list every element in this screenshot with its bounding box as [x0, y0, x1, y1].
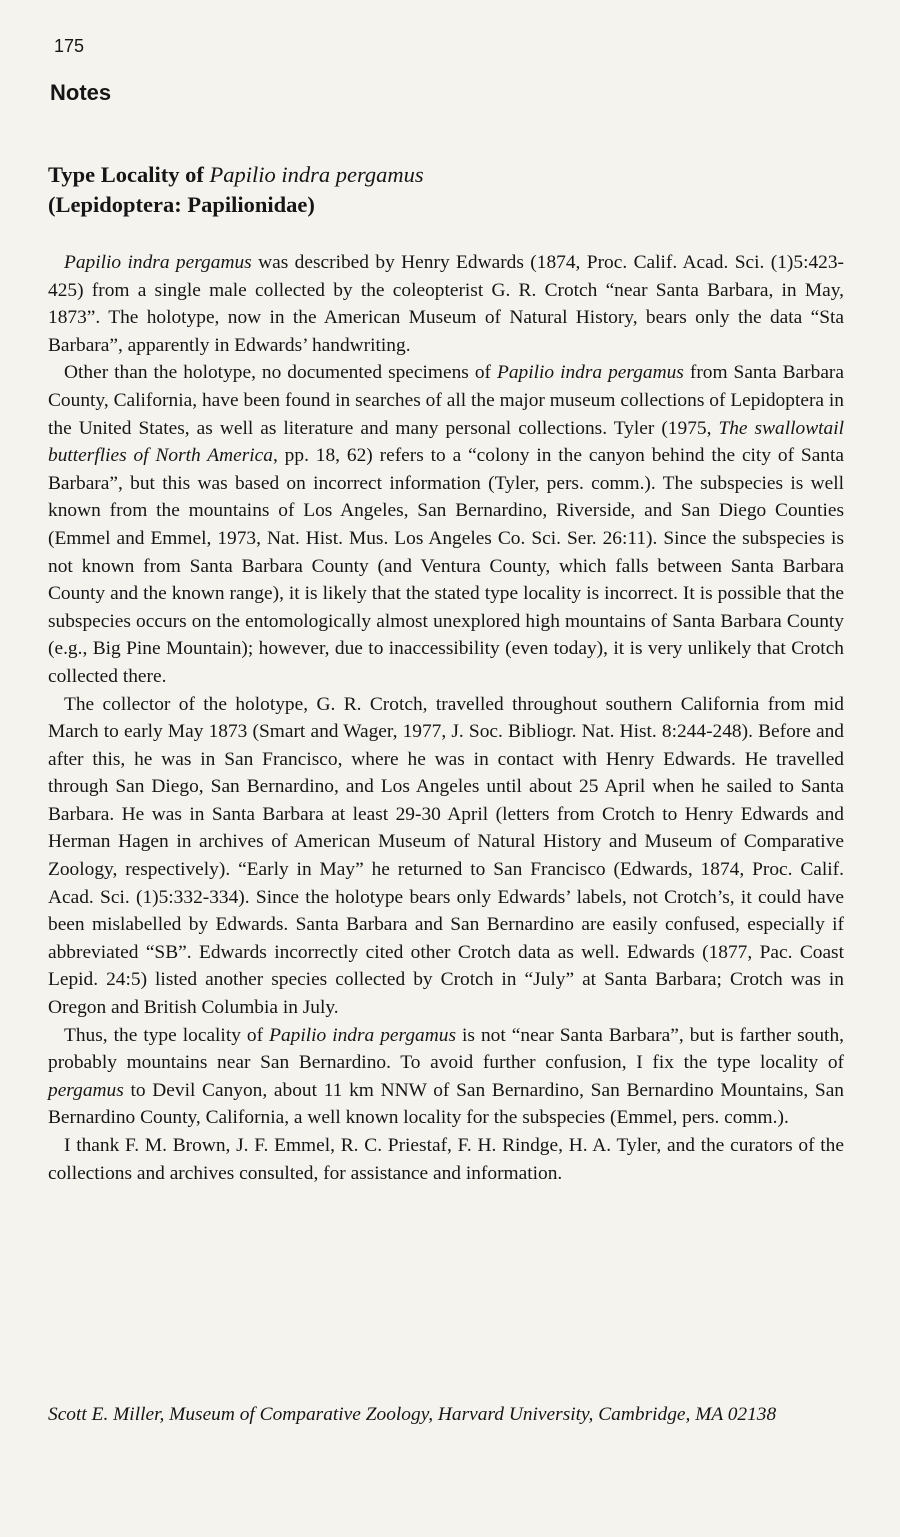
paragraph-text: was described by Henry Edwards (1874, Proc. Calif. Acad. Sci. (1)5:423-425) from a single male collected by the coleopterist G. R. Crotch “near Santa Barbara, in May, 1873”. The holotype, now in the American Museum of Natural History, bears only the data “Sta Barbara”, apparently in Edwards’ handwriting.: [48, 252, 844, 356]
species-name: Papilio indra pergamus: [269, 1024, 457, 1046]
title-prefix: Type Locality of: [48, 162, 210, 187]
paragraph-3: [48, 691, 844, 1022]
author-signature: Scott E. Miller, Museum of Comparative Zoology, Harvard University, Cambridge, MA 02138: [48, 1404, 777, 1425]
paragraph-text: is not “near Santa Barbara”, but is farther south, probably mountains near San Bernardino. To avoid further confusion, I fix the type locality of: [48, 1024, 844, 1074]
paragraph-text: from Santa Barbara County, California, have been found in searches of all the major museum collections of Lepidoptera in the United States, as well as literature and many personal collections. Tyler (1975,: [48, 362, 844, 439]
paragraph-1: [48, 249, 844, 359]
paragraph-text: , pp. 18, 62) refers to a “colony in the canyon behind the city of Santa Barbara”, but this was based on incorrect information (Tyler, pers. comm.). The subspecies is well known from the mountains of Los Angeles, San Bernardino, Riverside, and San Diego Counties (Emmel and Emmel, 1973, Nat. Hist. Mus. Los Angeles Co. Sci. Ser. 26:11). Since the subspecies is not known from Santa Barbara County (and Ventura County, which falls between Santa Barbara County and the known range), it is likely that the stated type locality is incorrect. It is possible that the subspecies occurs on the entomologically almost unexplored high mountains of Santa Barbara County (e.g., Big Pine Mountain); however, due to inaccessibility (even today), it is very unlikely that Crotch collected there.: [48, 445, 844, 687]
book-title: The swallowtail butterflies of North America: [48, 417, 844, 467]
article-body: [48, 249, 844, 1187]
species-name: Papilio indra pergamus: [64, 252, 252, 273]
title-line-1: [48, 160, 848, 190]
article-title: [48, 160, 848, 220]
title-line-2: (Lepidoptera: Papilionidae): [48, 192, 315, 217]
paragraph-4: [48, 1022, 844, 1132]
paragraph-text: to Devil Canyon, about 11 km NNW of San Bernardino, San Bernardino Mountains, San Bernardino County, California, a well known locality for the subspecies (Emmel, pers. comm.).: [48, 1079, 844, 1129]
paragraph-2: [48, 359, 844, 690]
page-number: 175: [54, 36, 85, 56]
paragraph-text: The collector of the holotype, G. R. Crotch, travelled throughout southern California from mid March to early May 1873 (Smart and Wager, 1977, J. Soc. Bibliogr. Nat. Hist. 8:244-248). Before and after this, he was in San Francisco, where he was in contact with Henry Edwards. He travelled through San Diego, San Bernardino, and Los Angeles until about 25 April when he sailed to Santa Barbara. He was in Santa Barbara at least 29-30 April (letters from Crotch to Henry Edwards and Herman Hagen in archives of American Museum of Natural History and Museum of Comparative Zoology, respectively). “Early in May” he returned to San Francisco (Edwards, 1874, Proc. Calif. Acad. Sci. (1)5:332-334). Since the holotype bears only Edwards’ labels, not Crotch’s, it could have been mislabelled by Edwards. Santa Barbara and San Bernardino are easily confused, especially if abbreviated “SB”. Edwards incorrectly cited other Crotch data as well. Edwards (1877, Pac. Coast Lepid. 24:5) listed another species collected by Crotch in “July” at Santa Barbara; Crotch was in Oregon and British Columbia in July.: [48, 693, 844, 1019]
species-name: Papilio indra pergamus: [496, 362, 684, 384]
species-name: pergamus: [48, 1079, 124, 1101]
paragraph-text: Other than the holotype, no documented specimens of: [64, 362, 497, 384]
paragraph-text: Thus, the type locality of: [64, 1024, 270, 1046]
section-heading: Notes: [50, 80, 112, 105]
paragraph-text: I thank F. M. Brown, J. F. Emmel, R. C. Priestaf, F. H. Rindge, H. A. Tyler, and the curators of the collections and archives consulted, for assistance and information.: [48, 1135, 844, 1184]
title-species-name: Papilio indra pergamus: [209, 162, 424, 187]
paragraph-5: [48, 1132, 844, 1187]
